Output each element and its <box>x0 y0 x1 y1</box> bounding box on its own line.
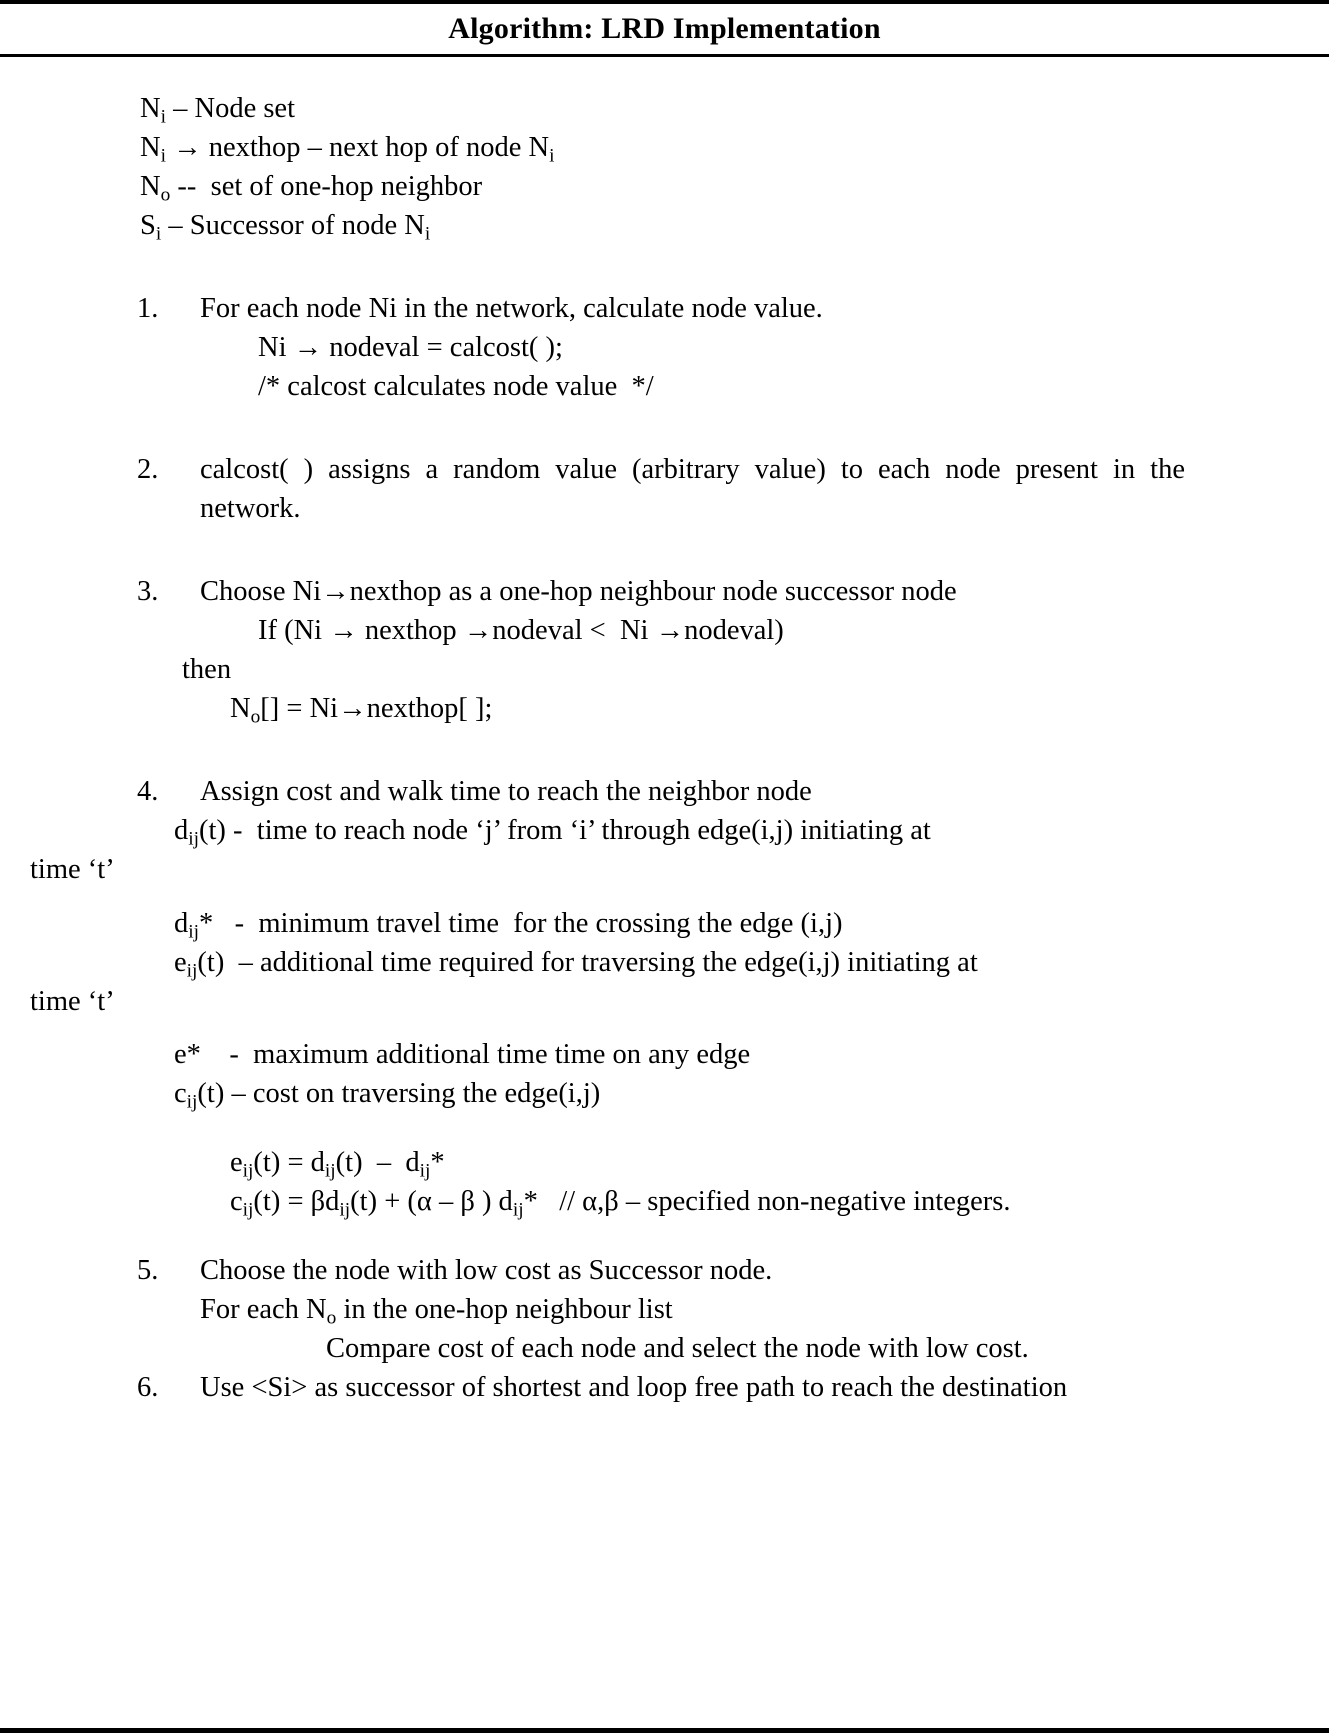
step-assignment-text: [] = Ni→nexthop[ ]; <box>260 693 493 725</box>
subscript-ij: ij <box>188 828 200 850</box>
step-assignment: $N_o[]$ = Ni→nexthop[ ]; <box>230 693 493 728</box>
step-deep-text: Compare cost of each node and select the node with low cost. <box>326 1332 1029 1364</box>
step-text: calcost( ) assigns a random value (arbitrary value) to each node present in the network. <box>200 454 1185 525</box>
step-subline: Ni → nodeval = calcost( ); <box>258 332 563 364</box>
algorithm-title: Algorithm: LRD Implementation <box>448 12 881 45</box>
step-foreach-line <box>200 1290 1185 1329</box>
symbol-suffix: (t) <box>199 815 226 847</box>
spacer <box>0 528 1329 572</box>
spacer <box>0 728 1329 772</box>
subscript-ij: ij <box>324 1160 336 1182</box>
symbol-description: time to reach node ‘j’ from ‘i’ through edge(i,j) initiating at <box>256 815 931 847</box>
definition-line: $N_i$ → nexthop – next hop of node $N_i$ <box>140 132 555 167</box>
spacer <box>0 245 1329 289</box>
symbol-description: minimum travel time for the crossing the edge (i,j) <box>258 907 843 939</box>
definition-line: $N_i$ – Node set <box>140 93 295 128</box>
symbol-wrap-time-t-1: time ‘t’ <box>30 854 115 886</box>
symbol-definition-dij-star: $d_{ij}*$ - minimum travel time for the crossing the edge (i,j) <box>174 907 843 942</box>
step-text: Assign cost and walk time to reach the neighbor node <box>200 776 812 808</box>
spacer <box>0 406 1329 450</box>
step-text: Use <Si> as successor of shortest and loop free path to reach the destination <box>200 1371 1068 1403</box>
algorithm-step-2 <box>137 450 1185 528</box>
symbol-separator: - <box>213 907 259 939</box>
subscript-i: i <box>549 145 555 167</box>
step-text: Choose the node with low cost as Successor node. <box>200 1254 773 1286</box>
symbol-suffix: * <box>186 1038 201 1070</box>
subscript-ij: ij <box>339 1199 351 1221</box>
algorithm-step-4 <box>30 772 1185 1221</box>
symbol-suffix: (t) <box>197 1077 225 1109</box>
algorithm-step-5 <box>137 1251 1185 1368</box>
symbol-definition-e-star: e* - maximum additional time time on any edge <box>174 1038 751 1070</box>
subscript-i: i <box>155 223 162 245</box>
step-condition: If (Ni → nexthop →nodeval < Ni →nodeval) <box>258 615 784 647</box>
symbol-wrap-time-t-2: time ‘t’ <box>30 985 115 1017</box>
symbol-definition-eij-t: $e_{ij}(t)$ – additional time required for traversing the edge(i,j) initiating at <box>174 946 978 981</box>
subscript-o: o <box>160 184 171 206</box>
algorithm-step-6 <box>137 1368 1185 1407</box>
algorithm-step-3 <box>137 572 1185 728</box>
subscript-ij: ij <box>242 1199 254 1221</box>
step-number: 1. <box>137 293 159 325</box>
subscript-ij: ij <box>242 1160 254 1182</box>
foreach-suffix: in the one-hop neighbour list <box>336 1293 673 1325</box>
subscript-o: o <box>250 706 261 728</box>
definition-line: $S_i$ – Successor of node $N_i$ <box>140 210 431 245</box>
symbol-separator: – <box>224 946 260 978</box>
symbol-description: cost on traversing the edge(i,j) <box>252 1077 601 1109</box>
subscript-i: i <box>160 106 166 128</box>
algorithm-body <box>0 57 1329 1407</box>
step-number: 3. <box>137 576 159 608</box>
definition-text: – Successor of node N <box>161 210 425 242</box>
spacer <box>200 890 1185 904</box>
step-number: 2. <box>137 454 159 486</box>
symbol-separator: – <box>224 1077 253 1109</box>
step-then-keyword: then <box>182 654 232 686</box>
spacer <box>200 1113 1185 1143</box>
symbol-definition-dij-t: $d_{ij}(t)$ - time to reach node ‘j’ from ‘i’ through edge(i,j) initiating at <box>174 815 931 850</box>
symbol-suffix: * <box>199 907 214 939</box>
subscript-ij: ij <box>186 1091 198 1113</box>
definition-text: → nexthop – next hop of node N <box>165 132 550 164</box>
foreach-prefix: For each N <box>200 1293 327 1325</box>
symbol-suffix: (t) <box>197 946 225 978</box>
step-number: 6. <box>137 1371 159 1403</box>
step-number: 4. <box>137 776 159 808</box>
step-number: 5. <box>137 1254 159 1286</box>
formula-cij: $c_{ij}(t) = \beta d_{ij}(t) + (\alpha - \beta$ ) $d_{ij}* // \alpha,\beta$ – specified non-negative integers. <box>230 1185 1011 1221</box>
step-text: For each node Ni in the network, calculate node value. <box>200 293 823 325</box>
symbol-separator: - <box>225 815 257 847</box>
subscript-o: o <box>326 1307 337 1329</box>
symbol-description: additional time required for traversing the edge(i,j) initiating at <box>259 946 978 978</box>
subscript-i: i <box>160 145 166 167</box>
algorithm-step-1 <box>137 289 1185 406</box>
step-subline-comment: /* calcost calculates node value */ <box>258 371 654 403</box>
symbol-description: maximum additional time time on any edge <box>253 1038 751 1070</box>
step-text: Choose Ni→nexthop as a one-hop neighbour node successor node <box>200 576 957 608</box>
definition-text: – Node set <box>165 93 295 124</box>
spacer <box>0 1221 1329 1251</box>
formula-eij: $e_{ij}(t) = d_{ij}(t) - d_{ij}*$ <box>230 1146 445 1182</box>
definition-text: -- set of one-hop neighbor <box>170 171 483 203</box>
subscript-ij: ij <box>419 1160 431 1182</box>
definitions-block <box>140 89 1329 245</box>
symbol-separator: - <box>200 1038 254 1070</box>
definition-line: $N_o$ -- set of one-hop neighbor <box>140 171 483 206</box>
subscript-ij: ij <box>188 920 200 942</box>
subscript-ij: ij <box>512 1199 524 1221</box>
subscript-i: i <box>424 223 431 245</box>
subscript-ij: ij <box>186 959 198 981</box>
symbol-definition-cij-t: $c_{ij}(t)$ – cost on traversing the edge(i,j) <box>174 1077 601 1113</box>
spacer <box>200 1021 1185 1035</box>
